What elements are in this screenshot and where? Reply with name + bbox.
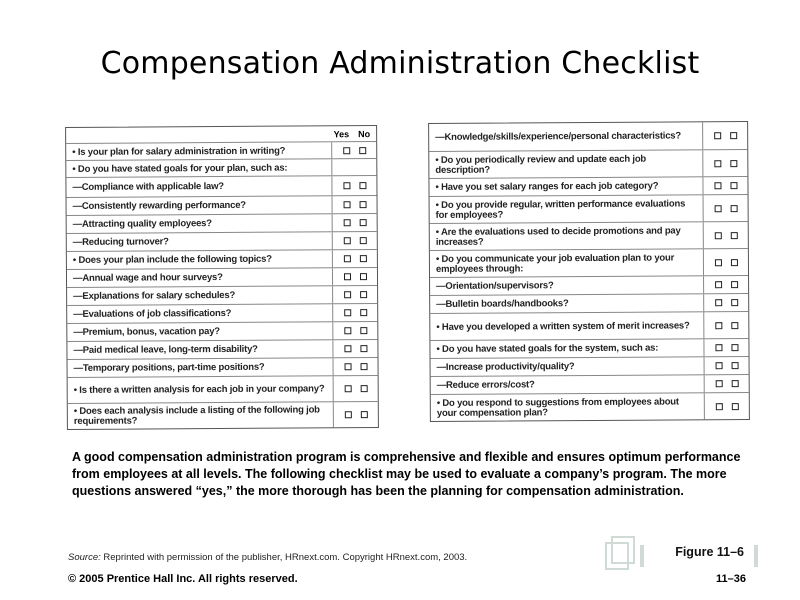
question-text <box>431 375 704 394</box>
slide-title: Compensation Administration Checklist <box>100 46 700 81</box>
checklist-row <box>67 249 377 269</box>
yes-column-label: Yes <box>333 128 350 139</box>
yes-checkbox[interactable] <box>343 201 350 208</box>
question-text <box>430 312 703 340</box>
no-checkbox[interactable] <box>360 327 367 334</box>
question-text <box>66 142 331 160</box>
no-checkbox[interactable] <box>360 411 367 418</box>
no-checkbox[interactable] <box>359 219 366 226</box>
yes-checkbox[interactable] <box>715 380 722 387</box>
no-checkbox[interactable] <box>360 363 367 370</box>
no-checkbox[interactable] <box>730 160 737 167</box>
yes-no-checkboxes <box>332 232 377 249</box>
question-label: —Compliance with applicable law? <box>72 180 224 193</box>
yes-checkbox[interactable] <box>343 255 350 262</box>
yes-checkbox[interactable] <box>344 309 351 316</box>
question-text <box>430 195 703 223</box>
question-label: • Have you set salary ranges for each job category? <box>435 180 659 193</box>
question-text <box>430 222 703 250</box>
no-checkbox[interactable] <box>730 205 737 212</box>
question-text <box>67 304 332 323</box>
question-text <box>67 340 332 359</box>
yes-no-checkboxes <box>704 393 749 419</box>
question-text <box>429 150 702 178</box>
yes-checkbox[interactable] <box>714 182 721 189</box>
question-label: —Knowledge/skills/experience/personal characteristics? <box>435 130 682 143</box>
question-text <box>429 122 702 151</box>
question-label: • Does your plan include the following topics? <box>72 253 272 266</box>
source-label: Source: <box>68 552 101 563</box>
yes-checkbox[interactable] <box>715 403 722 410</box>
no-checkbox[interactable] <box>360 345 367 352</box>
checklist-row <box>429 122 747 151</box>
checklist-row <box>430 275 748 295</box>
checklist-row <box>430 221 748 250</box>
question-text <box>431 393 704 421</box>
question-label: • Do you respond to suggestions from employees about your compensation plan? <box>436 395 679 419</box>
figure-label: Figure 11–6 <box>675 545 744 559</box>
question-text <box>67 268 332 287</box>
yes-checkbox[interactable] <box>715 281 722 288</box>
question-label: • Do you have stated goals for your plan, such as: <box>72 162 288 175</box>
no-checkbox[interactable] <box>360 385 367 392</box>
yes-checkbox[interactable] <box>343 273 350 280</box>
header-question-cell <box>66 126 326 143</box>
checklist-row <box>67 231 377 251</box>
question-text <box>66 159 331 177</box>
yes-no-checkboxes <box>703 249 748 275</box>
checklist-row <box>67 213 377 233</box>
question-label: —Consistently rewarding performance? <box>72 199 246 212</box>
yes-checkbox[interactable] <box>343 147 350 154</box>
question-text <box>67 214 332 233</box>
question-label: —Temporary positions, part-time positions? <box>73 361 265 374</box>
question-label: —Annual wage and hour surveys? <box>72 271 223 284</box>
question-text <box>431 357 704 376</box>
yes-checkbox[interactable] <box>344 327 351 334</box>
yes-no-checkboxes <box>703 312 748 338</box>
no-checkbox[interactable] <box>731 362 738 369</box>
question-text <box>67 196 332 215</box>
description-paragraph: A good compensation administration program is comprehensive and flexible and ensures optimum performance from employees at all levels. The following checklist may be used to evaluate a company’s program. The more questions answered “yes,” the more thorough has been the planning for compensation administration. <box>72 450 741 498</box>
yes-checkbox[interactable] <box>714 205 721 212</box>
question-text <box>430 294 703 313</box>
no-column-label: No <box>358 128 371 139</box>
checklist-row <box>431 374 749 394</box>
checklist-row <box>67 303 377 323</box>
yes-no-checkboxes <box>331 176 376 195</box>
checklist-row <box>431 392 749 421</box>
yes-no-checkboxes <box>331 142 376 158</box>
checklist-row <box>68 375 378 403</box>
checklist-row <box>67 267 377 287</box>
question-label: —Premium, bonus, vacation pay? <box>73 326 220 338</box>
yes-checkbox[interactable] <box>344 385 351 392</box>
checklist-row <box>67 321 377 341</box>
question-label: —Increase productivity/quality? <box>436 361 575 373</box>
yes-no-checkboxes <box>703 276 748 293</box>
checklist-row <box>66 175 376 197</box>
yes-no-checkboxes <box>704 375 749 392</box>
checklist-row <box>430 338 748 358</box>
yes-no-checkboxes <box>702 177 747 194</box>
no-checkbox[interactable] <box>359 147 366 154</box>
yes-no-checkboxes <box>703 195 748 221</box>
question-label: —Paid medical leave, long-term disability? <box>73 343 258 356</box>
yes-no-checkboxes <box>332 340 377 357</box>
no-checkbox[interactable] <box>359 201 366 208</box>
yes-no-checkboxes <box>702 150 747 176</box>
yes-checkbox[interactable] <box>344 363 351 370</box>
yes-no-checkboxes <box>703 222 748 248</box>
checklist-row <box>67 339 377 359</box>
question-label: • Do you provide regular, written performance evaluations for employees? <box>435 197 686 221</box>
yes-no-checkboxes <box>702 122 747 149</box>
question-label: —Attracting quality employees? <box>72 218 212 230</box>
question-label: • Is there a written analysis for each job in your company? <box>73 383 325 396</box>
yes-no-checkboxes <box>333 376 378 401</box>
no-checkbox[interactable] <box>731 281 738 288</box>
no-checkbox[interactable] <box>730 259 737 266</box>
no-checkbox[interactable] <box>730 182 737 189</box>
checklist-row <box>430 194 748 223</box>
yes-checkbox[interactable] <box>714 259 721 266</box>
question-label: —Reducing turnover? <box>72 236 169 248</box>
question-label: • Is your plan for salary administration in writing? <box>72 145 286 158</box>
checklist-row <box>429 176 747 196</box>
source-text: Reprinted with permission of the publisher, HRnext.com. Copyright HRnext.com, 2003. <box>103 552 468 563</box>
no-checkbox[interactable] <box>359 273 366 280</box>
question-text <box>68 358 333 377</box>
yes-checkbox[interactable] <box>714 232 721 239</box>
yes-checkbox[interactable] <box>715 299 722 306</box>
yes-checkbox[interactable] <box>344 291 351 298</box>
checklist-row <box>430 311 748 340</box>
question-label: • Have you developed a written system of merit increases? <box>436 319 690 333</box>
question-label: • Are the evaluations used to decide promotions and pay increases? <box>435 224 681 248</box>
no-checkbox[interactable] <box>731 299 738 306</box>
no-checkbox[interactable] <box>359 237 366 244</box>
question-text <box>67 232 332 251</box>
no-checkbox[interactable] <box>731 344 738 351</box>
yes-no-checkboxes <box>332 214 377 231</box>
checklist-row <box>67 285 377 305</box>
question-text <box>68 376 333 403</box>
question-text <box>68 402 333 429</box>
checklist-row <box>430 248 748 277</box>
yes-checkbox[interactable] <box>344 411 351 418</box>
left-checklist-table <box>65 125 379 430</box>
yes-no-checkboxes <box>704 357 749 374</box>
no-checkbox[interactable] <box>730 232 737 239</box>
question-text <box>67 250 332 269</box>
copyright-text: © 2005 Prentice Hall Inc. All rights reserved. <box>68 573 298 585</box>
yes-no-checkboxes <box>332 286 377 303</box>
question-text <box>66 176 331 197</box>
no-checkbox[interactable] <box>359 255 366 262</box>
yes-no-checkboxes <box>332 322 377 339</box>
yes-no-checkboxes <box>332 358 377 375</box>
yes-no-checkboxes <box>703 294 748 311</box>
question-text <box>67 322 332 341</box>
question-text <box>430 339 703 358</box>
yes-no-checkboxes <box>333 402 378 427</box>
yes-checkbox[interactable] <box>715 344 722 351</box>
page-number: 11–36 <box>716 573 746 585</box>
yes-no-checkboxes <box>332 268 377 285</box>
no-checkbox[interactable] <box>731 322 738 329</box>
yes-checkbox[interactable] <box>344 345 351 352</box>
no-checkbox[interactable] <box>359 182 366 189</box>
question-label: —Evaluations of job classifications? <box>73 307 232 320</box>
question-text <box>430 249 703 277</box>
source-note <box>68 552 467 563</box>
no-checkbox[interactable] <box>731 403 738 410</box>
question-text <box>430 276 703 295</box>
no-checkbox[interactable] <box>730 132 737 139</box>
yes-no-checkboxes <box>332 196 377 213</box>
yes-no-checkboxes <box>332 304 377 321</box>
empty-checkbox-cell <box>331 159 376 175</box>
checklist-row <box>66 141 376 160</box>
yes-checkbox[interactable] <box>343 219 350 226</box>
checklist-row <box>68 401 378 429</box>
yes-checkbox[interactable] <box>715 362 722 369</box>
yes-checkbox[interactable] <box>343 182 350 189</box>
question-label: • Do you have stated goals for the system, such as: <box>436 342 659 355</box>
no-checkbox[interactable] <box>731 380 738 387</box>
header-yes-no <box>326 126 376 141</box>
no-checkbox[interactable] <box>360 309 367 316</box>
question-label: —Bulletin boards/handbooks? <box>436 298 569 310</box>
checklist-header-row <box>66 126 376 143</box>
checklist-row <box>430 293 748 313</box>
yes-checkbox[interactable] <box>714 132 721 139</box>
yes-no-checkboxes <box>703 339 748 356</box>
checklist-row <box>431 356 749 376</box>
right-checklist-table <box>428 121 750 422</box>
checklist-row <box>67 195 377 215</box>
checklist-row <box>66 158 376 177</box>
question-label: —Explanations for salary schedules? <box>73 289 236 302</box>
yes-checkbox[interactable] <box>343 237 350 244</box>
checklist-row <box>67 357 377 377</box>
question-label: —Orientation/supervisors? <box>436 280 554 292</box>
yes-checkbox[interactable] <box>714 160 721 167</box>
yes-no-checkboxes <box>332 250 377 267</box>
question-text <box>67 286 332 305</box>
question-label: • Do you communicate your job evaluation plan to your employees through: <box>435 251 675 275</box>
question-label: —Reduce errors/cost? <box>436 379 535 391</box>
question-label: • Do you periodically review and update each job description? <box>435 153 647 176</box>
no-checkbox[interactable] <box>360 291 367 298</box>
checklist-row <box>429 149 747 178</box>
question-label: • Does each analysis include a listing of the following job requirements? <box>73 404 320 427</box>
question-text <box>429 177 702 196</box>
yes-checkbox[interactable] <box>715 322 722 329</box>
